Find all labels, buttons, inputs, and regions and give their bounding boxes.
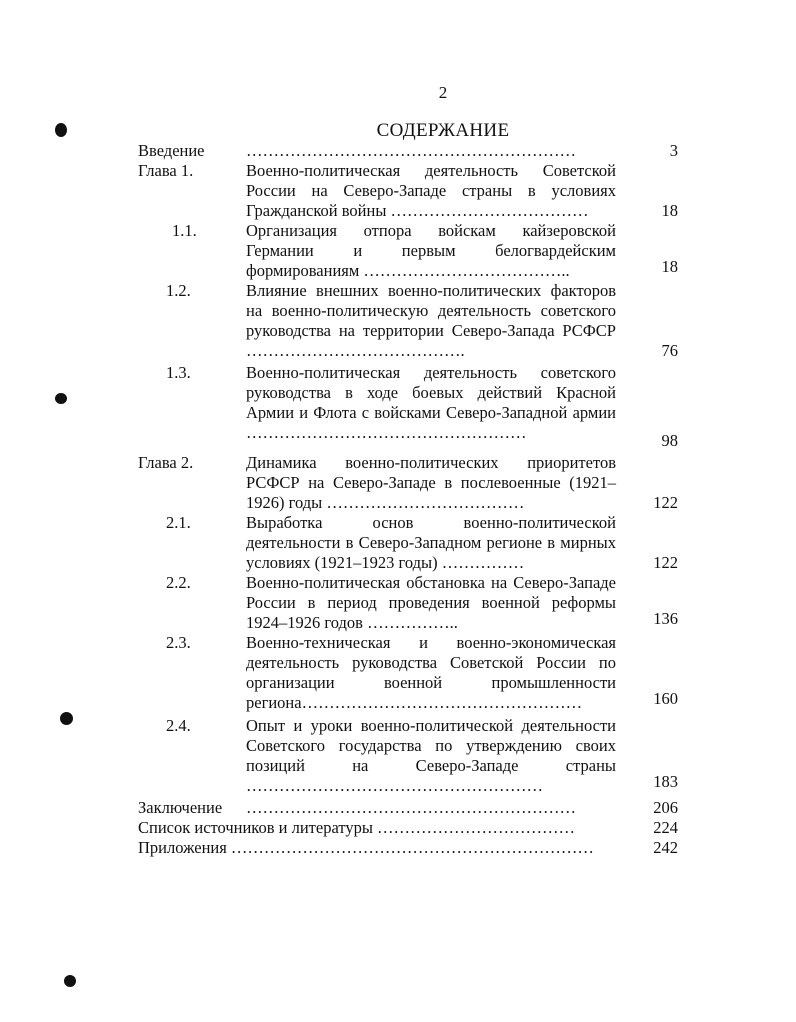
toc-entry-text: Военно-техническая и военно-экономическая деятельность руководства Советской России по организации военной промышленности региона…………………………………………… [246, 633, 616, 712]
toc-entry-text: Военно-политическая обстановка на Северо-Западе России в период проведения военной реформы 1924–1926 годов …………….. [246, 573, 616, 632]
toc-entry-label: 1.1. [172, 221, 197, 240]
toc-entry-text: Влияние внешних военно-политических факторов на военно-политическую деятельность советского руководства на территории Северо-Запада РСФСР …………………………………. [246, 281, 616, 360]
toc-entry-label: Глава 1. [138, 161, 194, 180]
toc-entry[interactable] [138, 161, 678, 221]
toc-entry-label: Введение [138, 141, 205, 160]
toc-entry[interactable] [138, 453, 678, 513]
toc-entry-page: 242 [653, 838, 678, 857]
toc-entry-text: Военно-политическая деятельность советского руководства в ходе боевых действий Красной Армии и Флота с войсками Северо-Западной армии …………………………………………… [246, 363, 616, 442]
toc-entry-page: 224 [653, 818, 678, 837]
toc-entry-page: 3 [669, 141, 678, 160]
margin-mark [55, 123, 67, 137]
toc-entry-label: 1.2. [166, 281, 191, 300]
margin-mark [60, 712, 73, 725]
toc-entry-label: 1.3. [166, 363, 191, 382]
toc-entry-label: Заключение [138, 798, 223, 817]
toc-entry-page: 136 [653, 609, 678, 628]
toc-entry[interactable] [138, 141, 678, 161]
toc-entry-text: Динамика военно-политических приоритетов РСФСР на Северо-Западе в послевоенные (1921–1926) годы ……………………………… [246, 453, 616, 512]
toc-entry-page: 160 [653, 689, 678, 708]
toc-entry-page: 18 [661, 257, 678, 276]
toc-entry-text: Военно-политическая деятельность Советской России на Северо-Западе страны в условиях Гражданской войны ……………………………… [246, 161, 616, 220]
toc-entry-label: Глава 2. [138, 453, 194, 472]
toc-entry[interactable] [138, 221, 678, 281]
toc-entry-label: Список источников и литературы [138, 818, 373, 837]
table-of-contents [138, 141, 678, 858]
toc-entry-label: 2.4. [166, 716, 191, 735]
toc-entry-page: 183 [653, 772, 678, 791]
toc-entry[interactable] [138, 716, 678, 796]
toc-entry[interactable] [138, 633, 678, 713]
toc-entry[interactable] [138, 573, 678, 633]
toc-entry-page: 76 [661, 341, 678, 360]
toc-entry-leader: …………………………………………………… [246, 798, 576, 817]
toc-entry[interactable] [138, 363, 678, 450]
toc-entry-page: 18 [661, 201, 678, 220]
toc-entry[interactable] [138, 838, 678, 858]
toc-entry-page: 122 [653, 493, 678, 512]
toc-entry-text: Организация отпора войскам кайзеровской Германии и первым белогвардейским формированиям ……………………………….. [246, 221, 616, 280]
toc-entry[interactable] [138, 818, 678, 838]
toc-entry[interactable] [138, 281, 678, 361]
toc-entry-label: 2.2. [166, 573, 191, 592]
toc-entry-page: 122 [653, 553, 678, 572]
toc-entry-leader: ………………………………………………………… [230, 838, 594, 857]
toc-entry-label: 2.1. [166, 513, 191, 532]
toc-entry-label: Приложения [138, 838, 227, 857]
toc-entry-leader: ……………………………… [376, 818, 575, 837]
toc-entry[interactable] [138, 513, 678, 573]
margin-mark [55, 393, 67, 404]
toc-entry-text: Опыт и уроки военно-политической деятельности Советского государства по утверждению своих позиций на Северо-Западе страны ……………………………………………… [246, 716, 616, 795]
page-number: 2 [438, 83, 448, 102]
margin-mark [64, 975, 76, 987]
toc-entry-text: Выработка основ военно-политической деятельности в Северо-Западном регионе в мирных условиях (1921–1923 годы) …………… [246, 513, 616, 572]
toc-title: СОДЕРЖАНИЕ [376, 120, 510, 141]
toc-entry-page: 98 [661, 431, 678, 450]
toc-entry-label: 2.3. [166, 633, 191, 652]
toc-entry-leader: …………………………………………………… [246, 141, 576, 160]
toc-entry-page: 206 [653, 798, 678, 817]
toc-entry[interactable] [138, 798, 678, 818]
